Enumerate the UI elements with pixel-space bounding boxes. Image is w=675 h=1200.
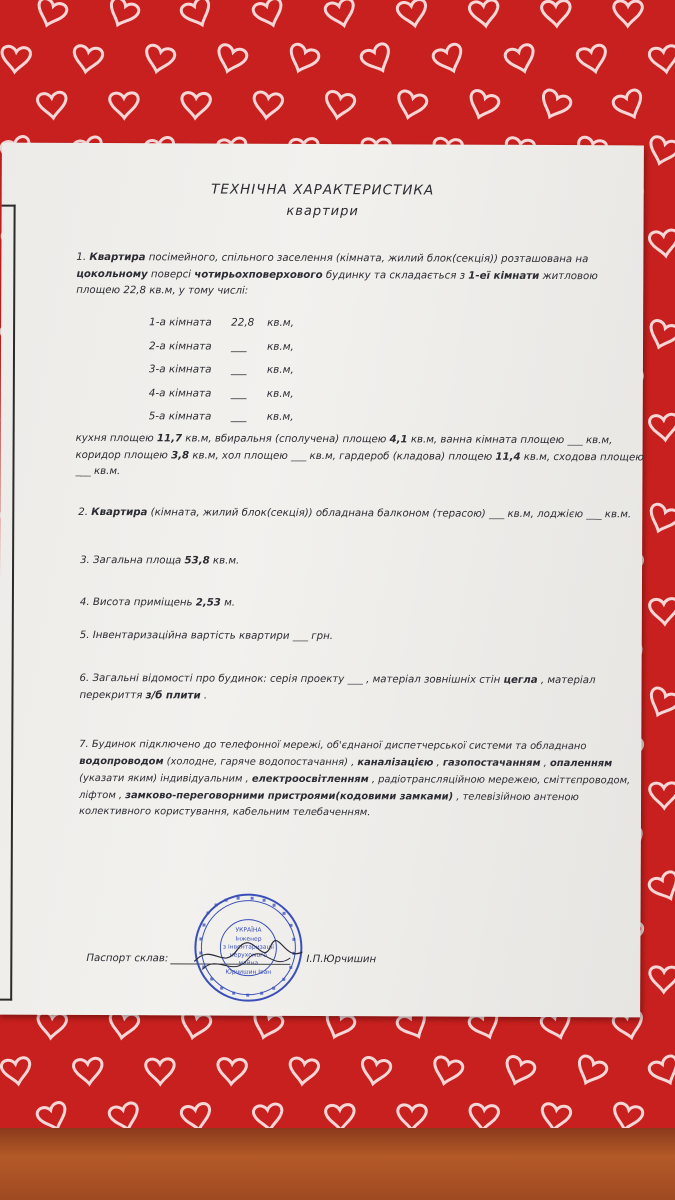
section-1-line-1: 1. Квартира посімейного, спільного заселення (кімната, жилий блок(секція)) розташована на: [76, 251, 589, 266]
svg-text:з інвентаризації: з інвентаризації: [222, 943, 274, 951]
room-row: [149, 340, 309, 356]
section-3: 3. Загальна площа 53,8 кв.м.: [80, 554, 240, 567]
room-unit: кв.м,: [266, 363, 294, 376]
section-2: 2. Квартира (кімната, жилий блок(секція)) обладнана балконом (терасою) ___ кв.м, лоджією ___ кв.м.: [78, 506, 632, 521]
room-name: 4-а кімната: [148, 386, 212, 400]
room-unit: кв.м,: [266, 387, 294, 400]
section-7-line-4: ліфтом , замково-переговорними пристроями(кодовими замками) , телевізійною антеною: [79, 789, 579, 804]
room-name: 5-а кімната: [148, 410, 212, 423]
room-area: ___: [230, 363, 247, 376]
room-unit: кв.м,: [266, 410, 294, 423]
svg-text:майна: майна: [238, 959, 259, 967]
room-unit: кв.м,: [266, 340, 294, 353]
room-area: ___: [230, 387, 247, 400]
section-1-line-2: цокольному поверсі чотирьохповерхового будинку та складається з 1-еї кімнати житловою: [76, 268, 598, 283]
room-row: [149, 316, 309, 332]
room-name: 3-а кімната: [148, 363, 212, 376]
passport-name: І.П.Юрчишин: [306, 953, 377, 966]
passport-label: Паспорт склав:: [86, 952, 169, 965]
room-area: ___: [230, 410, 247, 423]
room-row: [149, 363, 309, 379]
room-row: [149, 387, 309, 403]
official-stamp-seal: [192, 891, 304, 1003]
document-page: [0, 143, 644, 1018]
room-unit: кв.м,: [267, 316, 295, 329]
section-1-extra-1: кухня площею 11,7 кв.м, вбиральня (сполучена) площею 4,1 кв.м, ванна кімната площею ___ кв.м,: [75, 432, 613, 447]
svg-text:нерухомого: нерухомого: [229, 951, 267, 959]
section-7-line-5: колективного користування, кабельним телебаченням.: [78, 805, 371, 819]
wooden-floor: [0, 1128, 675, 1200]
section-5: 5. Інвентаризаційна вартість квартири ___ грн.: [79, 629, 334, 643]
section-7-line-1: 7. Будинок підключено до телефонної мережі, об'єднаної диспетчерської системи та обладнано: [79, 738, 587, 753]
section-6-line-2: перекриття з/б плити .: [79, 689, 208, 702]
document-title: ТЕХНІЧНА ХАРАКТЕРИСТИКА: [211, 181, 435, 199]
document-subtitle: квартири: [286, 203, 359, 220]
svg-text:Інженер: Інженер: [235, 935, 262, 943]
room-row: [149, 410, 309, 426]
svg-text:Юрчишин Іван: Юрчишин Іван: [225, 968, 272, 976]
room-name: 2-а кімната: [148, 339, 212, 353]
section-7-line-2: водопроводом (холодне, гаряче водопостачання) , каналізацією , газопостачанням , опаленням: [79, 755, 613, 770]
room-area: ___: [230, 340, 247, 353]
room-name: 1-а кімната: [149, 316, 212, 329]
section-6-line-1: 6. Загальні відомості про будинок: серія проекту ___ , матеріал зовнішніх стін цегла , матеріал: [79, 672, 596, 687]
room-area: 22,8: [231, 316, 255, 329]
svg-text:УКРАЇНА: УКРАЇНА: [235, 926, 262, 934]
adjacent-page-frame: [0, 205, 16, 1001]
section-4: 4. Висота приміщень 2,53 м.: [79, 596, 236, 609]
section-7-line-3: (указати яким) індивідуальним , електроосвітленням , радіотрансляційною мережею, сміттєпроводом,: [79, 772, 631, 787]
section-1-extra-2: коридор площею 3,8 кв.м, хол площею ___ кв.м, гардероб (кладова) площею 11,4 кв.м, сходова площею: [75, 449, 644, 464]
section-1-extra-3: ___ кв.м.: [75, 465, 121, 478]
section-1-line-3: площею 22,8 кв.м, у тому числі:: [76, 284, 249, 297]
